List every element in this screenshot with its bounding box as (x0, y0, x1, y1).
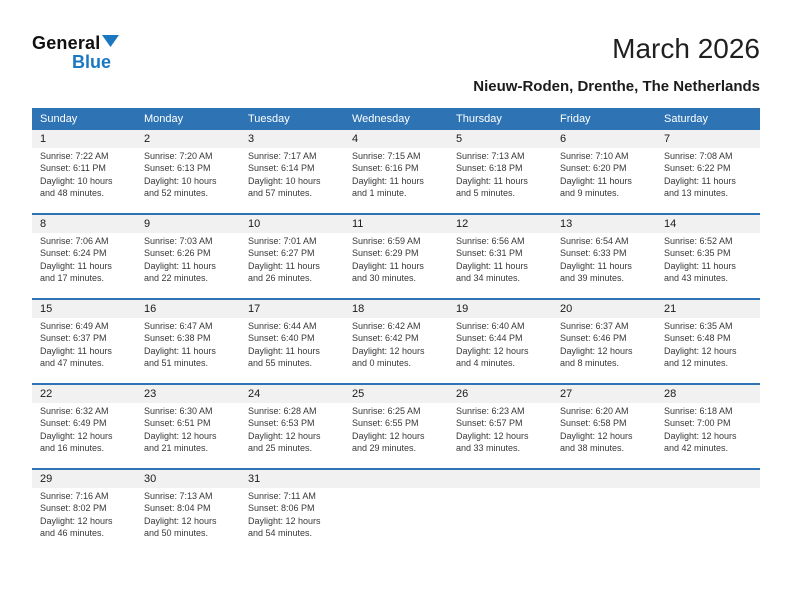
day-details (32, 488, 136, 553)
weekday-header-thursday: Thursday (456, 112, 502, 125)
daylight-text: Daylight: 12 hours and 33 minutes. (456, 430, 529, 454)
day-details (240, 148, 344, 213)
day-details (344, 318, 448, 383)
daylight-text: Daylight: 11 hours and 34 minutes. (456, 260, 528, 284)
sunset-text: Sunset: 6:20 PM (560, 163, 627, 174)
day-details (656, 233, 760, 298)
empty-day-details (552, 488, 656, 553)
daylight-text: Daylight: 11 hours and 55 minutes. (248, 345, 320, 369)
sunrise-text: Sunrise: 6:56 AM (456, 235, 525, 246)
sunrise-text: Sunrise: 6:30 AM (144, 405, 213, 416)
day-details (448, 318, 552, 383)
sunrise-text: Sunrise: 7:08 AM (664, 150, 733, 161)
day-number: 28 (664, 387, 677, 400)
day-details (240, 318, 344, 383)
day-number-row (32, 130, 760, 148)
sunset-text: Sunset: 6:49 PM (40, 418, 107, 429)
day-number: 13 (560, 217, 573, 230)
sunrise-text: Sunrise: 7:01 AM (248, 235, 317, 246)
week-row (32, 213, 760, 298)
empty-day-details (344, 488, 448, 553)
day-details (656, 318, 760, 383)
weekday-header-friday: Friday (560, 112, 591, 125)
sunrise-text: Sunrise: 7:17 AM (248, 150, 317, 161)
day-number: 26 (456, 387, 469, 400)
week-row (32, 130, 760, 213)
weekday-header-saturday: Saturday (664, 112, 709, 125)
day-number: 5 (456, 132, 463, 145)
sunrise-text: Sunrise: 6:54 AM (560, 235, 629, 246)
logo-text-blue: Blue (72, 52, 112, 72)
day-number: 4 (352, 132, 359, 145)
day-details (240, 233, 344, 298)
logo-text-general: General (32, 33, 101, 53)
day-number: 31 (248, 472, 261, 485)
day-details-row (32, 148, 760, 213)
week-row (32, 298, 760, 383)
daylight-text: Daylight: 12 hours and 38 minutes. (560, 430, 633, 454)
daylight-text: Daylight: 12 hours and 54 minutes. (248, 515, 321, 539)
day-number: 29 (40, 472, 53, 485)
daylight-text: Daylight: 12 hours and 21 minutes. (144, 430, 217, 454)
day-details (136, 233, 240, 298)
day-number: 15 (40, 302, 53, 315)
day-details (448, 233, 552, 298)
sunrise-text: Sunrise: 6:28 AM (248, 405, 317, 416)
sunset-text: Sunset: 8:04 PM (144, 503, 211, 514)
daylight-text: Daylight: 12 hours and 16 minutes. (40, 430, 113, 454)
day-details (656, 403, 760, 468)
day-number: 16 (144, 302, 157, 315)
sunrise-text: Sunrise: 7:10 AM (560, 150, 629, 161)
calendar-weeks (32, 130, 760, 553)
sunset-text: Sunset: 6:42 PM (352, 333, 419, 344)
day-number: 27 (560, 387, 573, 400)
sunrise-text: Sunrise: 7:11 AM (248, 490, 316, 501)
daylight-text: Daylight: 11 hours and 39 minutes. (560, 260, 632, 284)
week-row (32, 383, 760, 468)
sunrise-text: Sunrise: 6:32 AM (40, 405, 109, 416)
empty-day-cell (448, 470, 552, 488)
day-details (136, 488, 240, 553)
sunset-text: Sunset: 6:22 PM (664, 163, 731, 174)
page-title: March 2026 (612, 33, 760, 64)
empty-day-cell (552, 470, 656, 488)
day-details-row (32, 488, 760, 553)
sunset-text: Sunset: 6:46 PM (560, 333, 627, 344)
day-number: 17 (248, 302, 261, 315)
day-details (136, 403, 240, 468)
day-number: 22 (40, 387, 53, 400)
daylight-text: Daylight: 10 hours and 52 minutes. (144, 175, 217, 199)
sunset-text: Sunset: 6:18 PM (456, 163, 523, 174)
empty-day-details (448, 488, 552, 553)
sunrise-text: Sunrise: 6:25 AM (352, 405, 421, 416)
daylight-text: Daylight: 11 hours and 22 minutes. (144, 260, 216, 284)
weekday-header-wednesday: Wednesday (352, 112, 410, 125)
weekday-header-monday: Monday (144, 112, 184, 125)
day-number-row (32, 385, 760, 403)
daylight-text: Daylight: 11 hours and 5 minutes. (456, 175, 528, 199)
day-details-row (32, 403, 760, 468)
empty-day-cell (656, 470, 760, 488)
sunset-text: Sunset: 6:51 PM (144, 418, 211, 429)
daylight-text: Daylight: 11 hours and 51 minutes. (144, 345, 216, 369)
sunset-text: Sunset: 6:14 PM (248, 163, 315, 174)
daylight-text: Daylight: 11 hours and 1 minute. (352, 175, 424, 199)
day-details (344, 148, 448, 213)
daylight-text: Daylight: 12 hours and 25 minutes. (248, 430, 321, 454)
day-number: 18 (352, 302, 365, 315)
sunrise-text: Sunrise: 6:35 AM (664, 320, 733, 331)
day-details (32, 233, 136, 298)
sunset-text: Sunset: 6:48 PM (664, 333, 731, 344)
sunset-text: Sunset: 6:16 PM (352, 163, 419, 174)
week-row (32, 468, 760, 553)
day-number-row (32, 470, 760, 488)
day-details (240, 403, 344, 468)
weekday-header-sunday: Sunday (40, 112, 78, 125)
calendar (32, 108, 760, 553)
sunset-text: Sunset: 6:57 PM (456, 418, 523, 429)
day-number: 23 (144, 387, 157, 400)
day-number: 1 (40, 132, 47, 145)
sunset-text: Sunset: 6:31 PM (456, 248, 523, 259)
sunrise-text: Sunrise: 7:03 AM (144, 235, 213, 246)
sunset-text: Sunset: 6:13 PM (144, 163, 211, 174)
sunset-text: Sunset: 8:06 PM (248, 503, 315, 514)
sunset-text: Sunset: 6:53 PM (248, 418, 315, 429)
day-number: 24 (248, 387, 261, 400)
day-details-row (32, 318, 760, 383)
day-details (448, 148, 552, 213)
day-number: 30 (144, 472, 157, 485)
page-subtitle: Nieuw-Roden, Drenthe, The Netherlands (473, 77, 760, 95)
sunrise-text: Sunrise: 6:23 AM (456, 405, 525, 416)
sunrise-text: Sunrise: 6:40 AM (456, 320, 525, 331)
day-number: 21 (664, 302, 677, 315)
sunrise-text: Sunrise: 6:37 AM (560, 320, 629, 331)
day-number-row (32, 215, 760, 233)
sunset-text: Sunset: 6:44 PM (456, 333, 523, 344)
sunrise-text: Sunrise: 6:52 AM (664, 235, 733, 246)
day-details (552, 318, 656, 383)
daylight-text: Daylight: 12 hours and 0 minutes. (352, 345, 425, 369)
sunrise-text: Sunrise: 7:20 AM (144, 150, 213, 161)
weekday-header-tuesday: Tuesday (248, 112, 290, 125)
sunset-text: Sunset: 6:55 PM (352, 418, 419, 429)
sunrise-text: Sunrise: 7:06 AM (40, 235, 109, 246)
logo-triangle-icon (102, 35, 119, 47)
day-details (552, 148, 656, 213)
day-number: 10 (248, 217, 261, 230)
day-number: 9 (144, 217, 151, 230)
day-details-row (32, 233, 760, 298)
day-details (136, 148, 240, 213)
sunrise-text: Sunrise: 6:49 AM (40, 320, 109, 331)
sunrise-text: Sunrise: 6:47 AM (144, 320, 213, 331)
title-block (473, 34, 760, 95)
day-number: 14 (664, 217, 677, 230)
daylight-text: Daylight: 11 hours and 43 minutes. (664, 260, 736, 284)
day-number: 2 (144, 132, 151, 145)
day-details (136, 318, 240, 383)
sunrise-text: Sunrise: 6:44 AM (248, 320, 317, 331)
daylight-text: Daylight: 10 hours and 48 minutes. (40, 175, 113, 199)
daylight-text: Daylight: 11 hours and 47 minutes. (40, 345, 112, 369)
sunset-text: Sunset: 6:27 PM (248, 248, 315, 259)
weekday-header-row (32, 108, 760, 130)
sunrise-text: Sunrise: 6:18 AM (664, 405, 733, 416)
day-details (32, 403, 136, 468)
day-number: 8 (40, 217, 47, 230)
day-details (448, 403, 552, 468)
sunset-text: Sunset: 6:37 PM (40, 333, 107, 344)
day-details (552, 233, 656, 298)
day-number: 11 (352, 217, 364, 230)
day-number: 20 (560, 302, 573, 315)
sunrise-text: Sunrise: 6:20 AM (560, 405, 629, 416)
sunset-text: Sunset: 6:33 PM (560, 248, 627, 259)
day-number: 12 (456, 217, 469, 230)
daylight-text: Daylight: 12 hours and 4 minutes. (456, 345, 529, 369)
sunset-text: Sunset: 6:29 PM (352, 248, 419, 259)
daylight-text: Daylight: 11 hours and 13 minutes. (664, 175, 736, 199)
sunset-text: Sunset: 6:38 PM (144, 333, 211, 344)
daylight-text: Daylight: 12 hours and 12 minutes. (664, 345, 737, 369)
day-number: 19 (456, 302, 469, 315)
day-details (32, 318, 136, 383)
day-details (552, 403, 656, 468)
sunset-text: Sunset: 6:58 PM (560, 418, 627, 429)
day-details (240, 488, 344, 553)
day-number-row (32, 300, 760, 318)
daylight-text: Daylight: 12 hours and 42 minutes. (664, 430, 737, 454)
sunrise-text: Sunrise: 7:13 AM (456, 150, 525, 161)
daylight-text: Daylight: 12 hours and 29 minutes. (352, 430, 425, 454)
daylight-text: Daylight: 11 hours and 30 minutes. (352, 260, 424, 284)
empty-day-details (656, 488, 760, 553)
sunset-text: Sunset: 7:00 PM (664, 418, 731, 429)
daylight-text: Daylight: 12 hours and 46 minutes. (40, 515, 113, 539)
sunset-text: Sunset: 6:11 PM (40, 163, 106, 174)
day-number: 7 (664, 132, 671, 145)
daylight-text: Daylight: 11 hours and 17 minutes. (40, 260, 112, 284)
sunrise-text: Sunrise: 6:59 AM (352, 235, 421, 246)
day-number: 25 (352, 387, 365, 400)
sunset-text: Sunset: 6:35 PM (664, 248, 731, 259)
sunset-text: Sunset: 6:26 PM (144, 248, 211, 259)
day-details (656, 148, 760, 213)
sunrise-text: Sunrise: 7:16 AM (40, 490, 109, 501)
daylight-text: Daylight: 12 hours and 8 minutes. (560, 345, 633, 369)
daylight-text: Daylight: 10 hours and 57 minutes. (248, 175, 321, 199)
empty-day-cell (344, 470, 448, 488)
day-number: 3 (248, 132, 255, 145)
sunrise-text: Sunrise: 7:15 AM (352, 150, 421, 161)
daylight-text: Daylight: 12 hours and 50 minutes. (144, 515, 217, 539)
day-number: 6 (560, 132, 567, 145)
sunset-text: Sunset: 8:02 PM (40, 503, 107, 514)
daylight-text: Daylight: 11 hours and 9 minutes. (560, 175, 632, 199)
generalblue-logo (32, 34, 119, 71)
sunset-text: Sunset: 6:24 PM (40, 248, 107, 259)
day-details (344, 233, 448, 298)
top-bar (32, 34, 760, 95)
sunrise-text: Sunrise: 7:13 AM (144, 490, 213, 501)
sunrise-text: Sunrise: 6:42 AM (352, 320, 421, 331)
day-details (344, 403, 448, 468)
sunrise-text: Sunrise: 7:22 AM (40, 150, 109, 161)
day-details (32, 148, 136, 213)
sunset-text: Sunset: 6:40 PM (248, 333, 315, 344)
daylight-text: Daylight: 11 hours and 26 minutes. (248, 260, 320, 284)
